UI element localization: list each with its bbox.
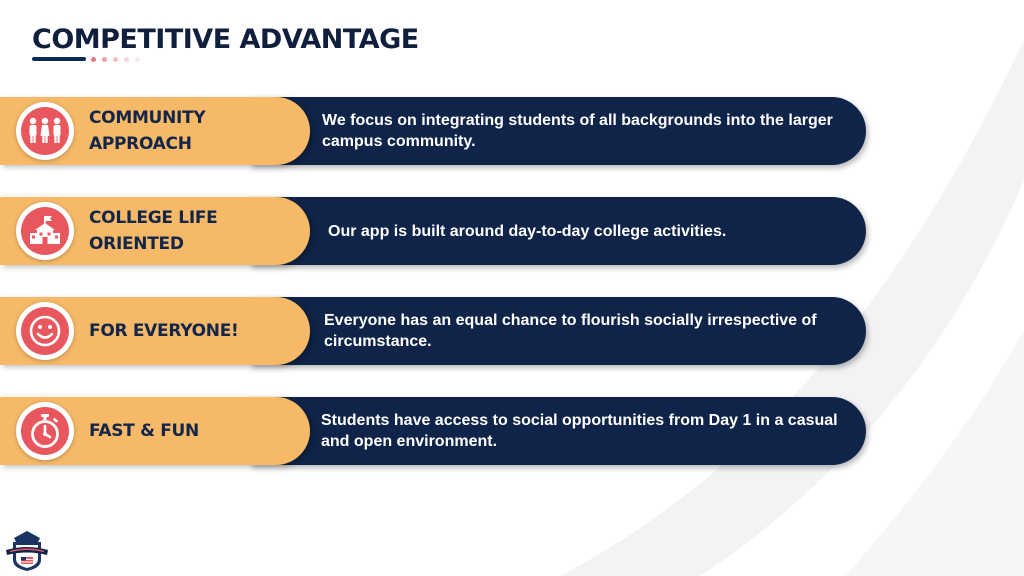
icon-badge: [16, 302, 74, 360]
stopwatch-icon: [28, 413, 62, 449]
row-description: Our app is built around day-to-day college activities.: [328, 222, 727, 240]
icon-badge: [16, 102, 74, 160]
icon-badge: [16, 402, 74, 460]
smiley-face-icon: [28, 314, 62, 348]
row-label: FOR EVERYONE!: [89, 321, 239, 341]
page-title: COMPETITIVE ADVANTAGE: [32, 24, 419, 55]
advantage-row-college-life: [0, 197, 866, 265]
row-label: COLLEGE LIFE ORIENTED: [89, 208, 218, 254]
advantage-row-community: [0, 97, 866, 165]
school-building-icon: [29, 216, 61, 246]
row-description: Students have access to social opportunities from Day 1 in a casual and open environment.: [321, 412, 838, 450]
people-icon: [27, 116, 63, 146]
row-label: COMMUNITY APPROACH: [89, 108, 206, 154]
advantage-row-for-everyone: [0, 297, 866, 365]
row-description: Everyone has an equal chance to flourish socially irrespective of circumstance.: [324, 312, 817, 350]
afterdorm-logo-icon: [4, 528, 50, 572]
row-description: We focus on integrating students of all backgrounds into the larger campus community.: [322, 112, 833, 150]
advantage-row-fast-fun: [0, 397, 866, 465]
icon-badge: [16, 202, 74, 260]
row-label: FAST & FUN: [89, 421, 199, 441]
